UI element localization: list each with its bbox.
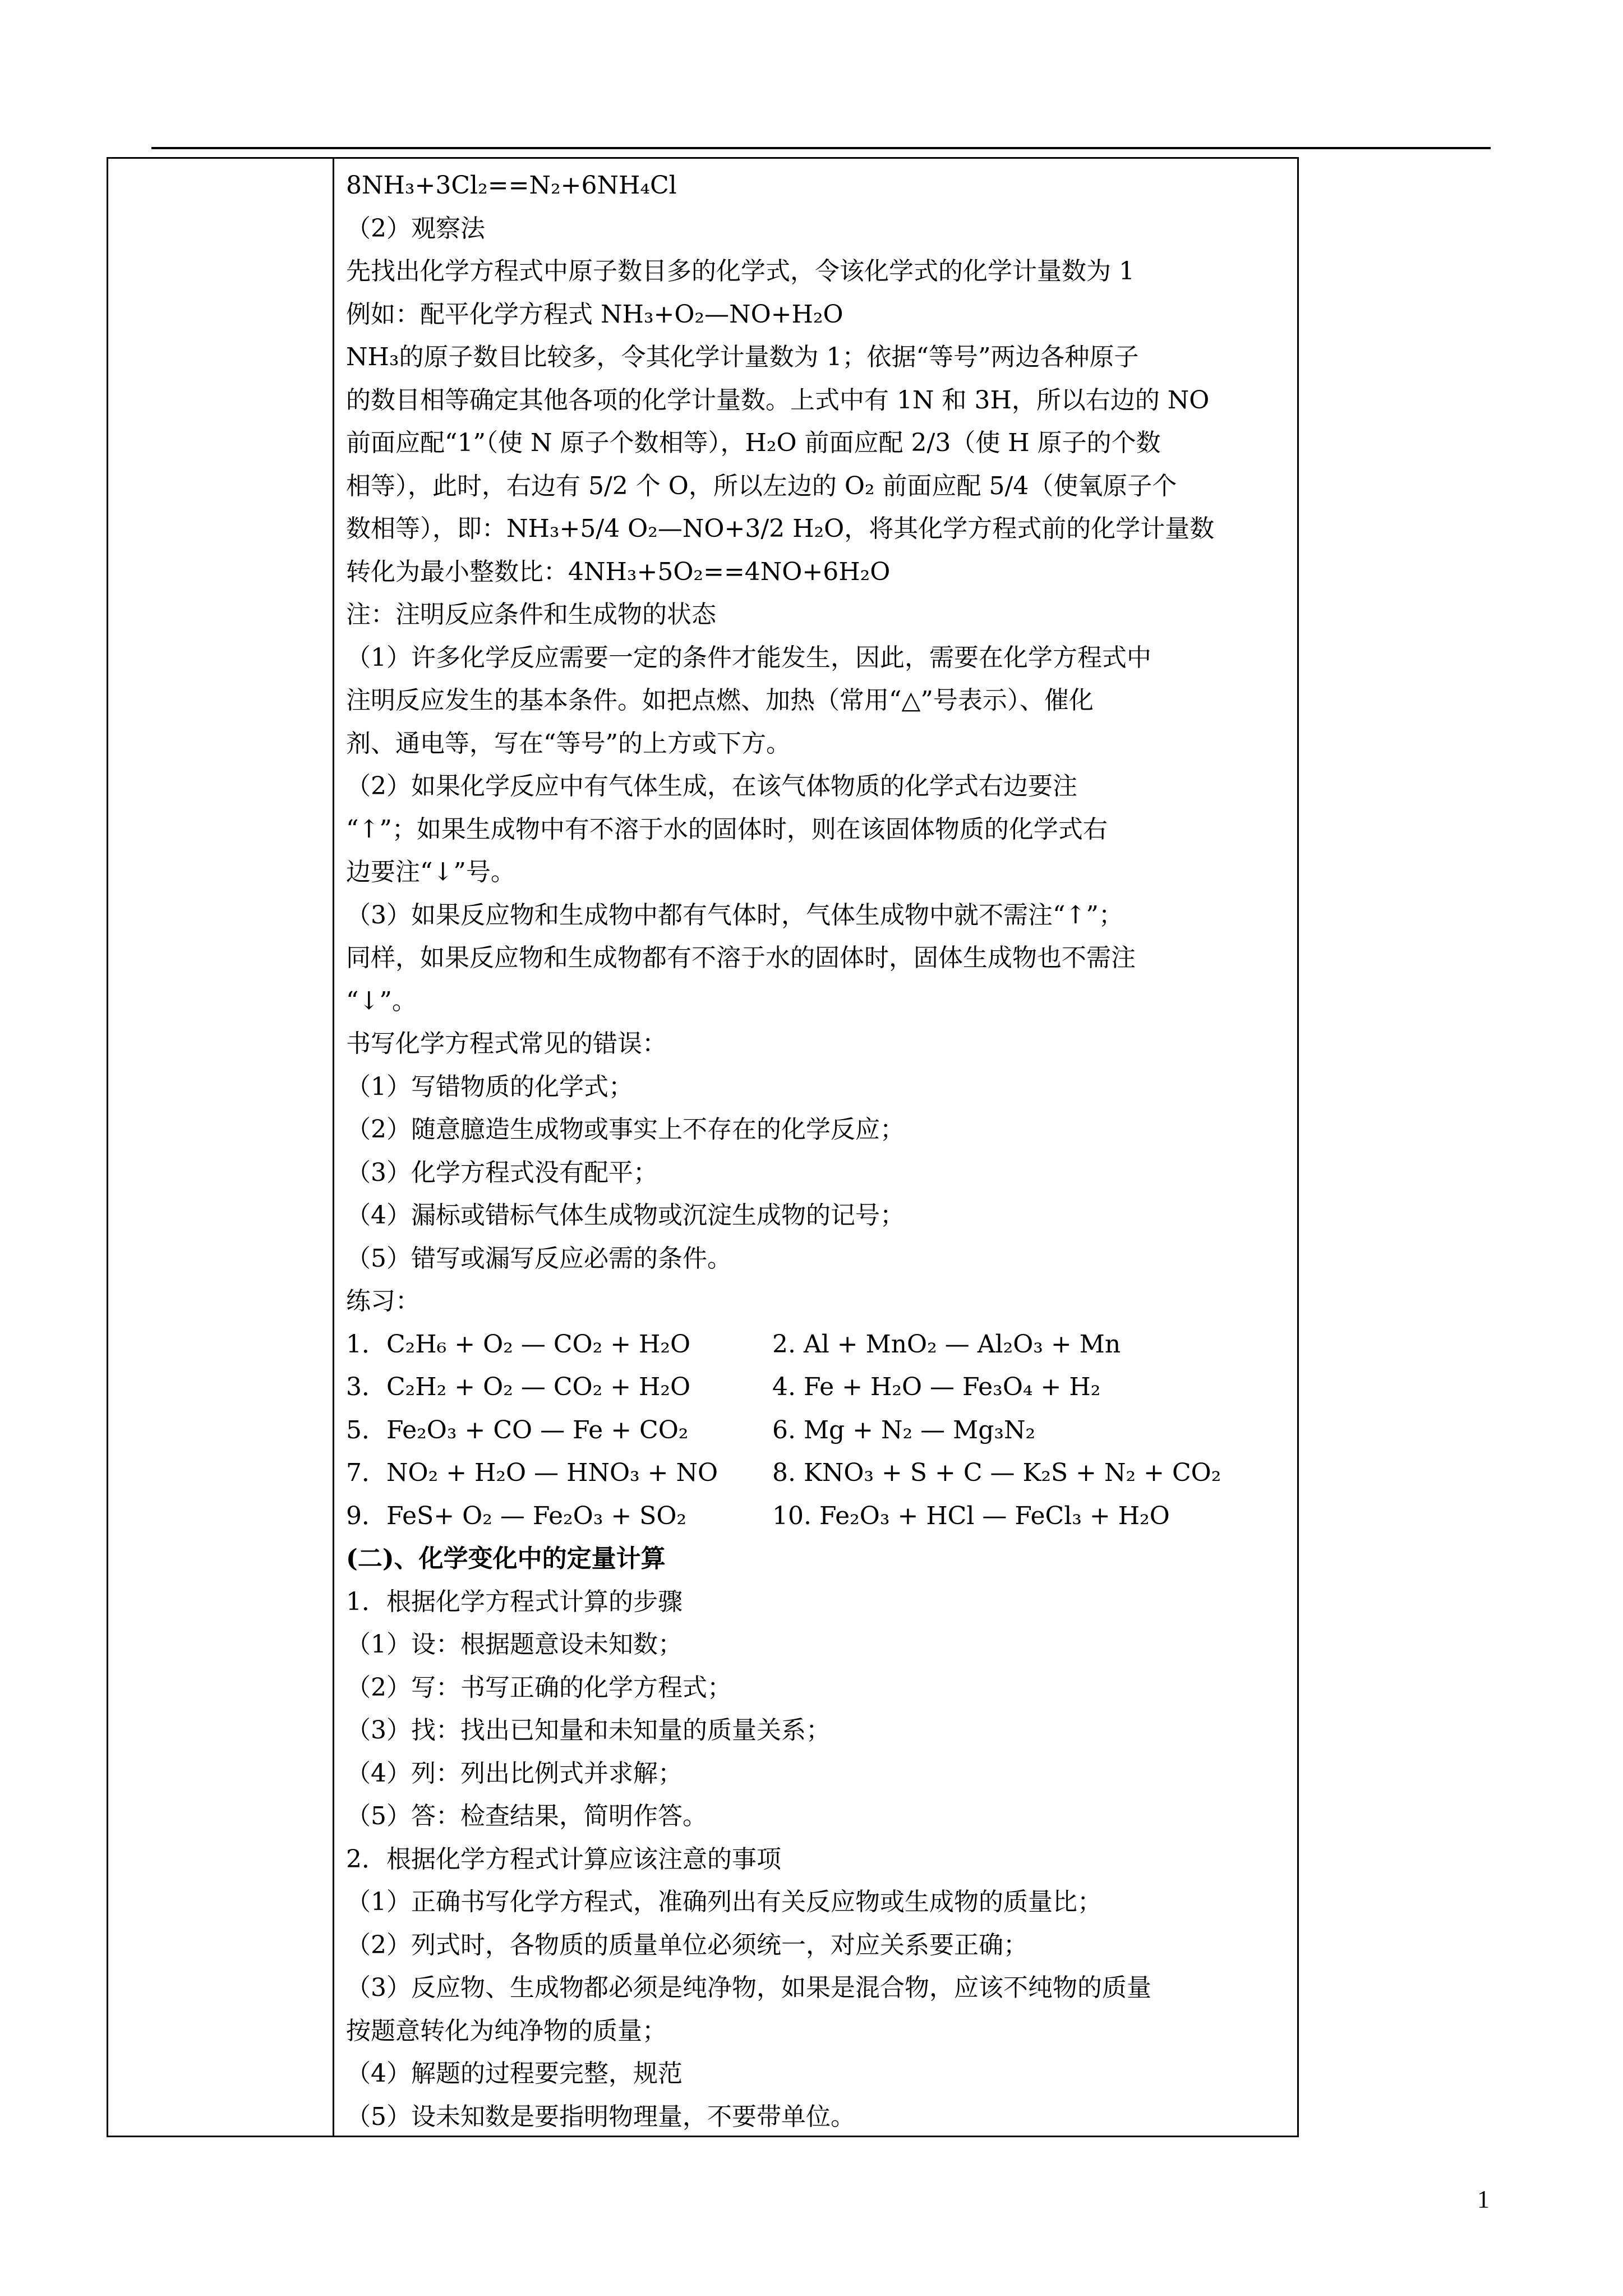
text-line: （3）找：找出已知量和未知量的质量关系； bbox=[346, 1716, 831, 1745]
column-divider bbox=[333, 159, 334, 2136]
page-number: 1 bbox=[1477, 2185, 1490, 2213]
text-line: 按题意转化为纯净物的质量； bbox=[346, 2016, 667, 2045]
text-line: （2）如果化学反应中有气体生成，在该气体物质的化学式右边要注 bbox=[346, 772, 1077, 800]
text-line: （4）解题的过程要完整，规范 bbox=[346, 2059, 683, 2088]
exercise-item: 10. Fe₂O₃ + HCl — FeCl₃ + H₂O bbox=[772, 1501, 1170, 1530]
text-line: （2）写：书写正确的化学方程式； bbox=[346, 1673, 732, 1702]
text-line: 注明反应发生的基本条件。如把点燃、加热（常用“△”号表示）、催化 bbox=[346, 686, 1094, 715]
text-line: 转化为最小整数比：4NH₃+5O₂==4NO+6H₂O bbox=[346, 557, 891, 586]
text-line: （4）列：列出比例式并求解； bbox=[346, 1759, 683, 1788]
exercise-item: 2. Al + MnO₂ — Al₂O₃ + Mn bbox=[772, 1329, 1121, 1359]
exercise-item: 3．C₂H₂ + O₂ — CO₂ + H₂O bbox=[346, 1373, 691, 1401]
exercise-item: 7．NO₂ + H₂O — HNO₃ + NO bbox=[346, 1458, 718, 1487]
exercise-item: 8. KNO₃ + S + C — K₂S + N₂ + CO₂ bbox=[772, 1458, 1221, 1487]
text-line: 边要注“↓”号。 bbox=[346, 858, 515, 886]
text-line: 剂、通电等，写在“等号”的上方或下方。 bbox=[346, 729, 791, 758]
exercise-row bbox=[346, 1409, 1294, 1452]
text-line: 数相等），即：NH₃+5/4 O₂—NO+3/2 H₂O，将其化学方程式前的化学计量数 bbox=[346, 514, 1215, 543]
text-line: 书写化学方程式常见的错误： bbox=[346, 1029, 667, 1058]
text-line: （2）观察法 bbox=[346, 214, 485, 243]
text-line: 2．根据化学方程式计算应该注意的事项 bbox=[346, 1844, 781, 1874]
exercise-item: 6. Mg + N₂ — Mg₃N₂ bbox=[772, 1415, 1036, 1444]
text-line: （5）设未知数是要指明物理量，不要带单位。 bbox=[346, 2102, 855, 2131]
exercise-item: 9．FeS+ O₂ — Fe₂O₃ + SO₂ bbox=[346, 1501, 687, 1530]
text-line: （1）写错物质的化学式； bbox=[346, 1072, 633, 1101]
text-line: “↓”。 bbox=[346, 986, 417, 1015]
content-table bbox=[107, 157, 1299, 2137]
text-line: 同样，如果反应物和生成物都有不溶于水的固体时，固体生成物也不需注 bbox=[346, 944, 1136, 972]
text-line: （5）错写或漏写反应必需的条件。 bbox=[346, 1244, 732, 1273]
text-line: （1）正确书写化学方程式，准确列出有关反应物或生成物的质量比； bbox=[346, 1888, 1102, 1916]
text-line: （3）反应物、生成物都必须是纯净物，如果是混合物，应该不纯物的质量 bbox=[346, 1973, 1151, 2002]
exercise-row bbox=[346, 1452, 1294, 1495]
header-rule bbox=[151, 147, 1491, 149]
text-line: （2）列式时，各物质的质量单位必须统一，对应关系要正确； bbox=[346, 1930, 1028, 1959]
text-line: 的数目相等确定其他各项的化学计量数。上式中有 1N 和 3H，所以右边的 NO bbox=[346, 385, 1210, 415]
exercise-item: 1．C₂H₆ + O₂ — CO₂ + H₂O bbox=[346, 1329, 691, 1359]
text-line: 前面应配“1”（使 N 原子个数相等），H₂O 前面应配 2/3（使 H 原子的个数 bbox=[346, 429, 1161, 457]
exercise-item: 4. Fe + H₂O — Fe₃O₄ + H₂ bbox=[772, 1373, 1101, 1401]
text-line: （4）漏标或错标气体生成物或沉淀生成物的记号； bbox=[346, 1201, 905, 1230]
text-line: （3）如果反应物和生成物中都有气体时，气体生成物中就不需注“↑”； bbox=[346, 900, 1123, 930]
exercise-row bbox=[346, 1366, 1294, 1409]
text-line: （1）设：根据题意设未知数； bbox=[346, 1630, 683, 1659]
text-line: 1．根据化学方程式计算的步骤 bbox=[346, 1587, 683, 1616]
exercise-row bbox=[346, 1323, 1294, 1366]
text-line: （1）许多化学反应需要一定的条件才能发生，因此，需要在化学方程式中 bbox=[346, 643, 1151, 672]
text-line: 练习： bbox=[346, 1287, 420, 1315]
text-line: “↑”；如果生成物中有不溶于水的固体时，则在该固体物质的化学式右 bbox=[346, 815, 1108, 844]
text-line: （5）答：检查结果，简明作答。 bbox=[346, 1802, 707, 1830]
text-line: NH₃的原子数目比较多，令其化学计量数为 1；依据“等号”两边各种原子 bbox=[346, 343, 1139, 371]
exercise-row bbox=[346, 1495, 1294, 1538]
section-heading: (二)、化学变化中的定量计算 bbox=[346, 1544, 666, 1573]
content-cell bbox=[346, 164, 1294, 2138]
text-line: （3）化学方程式没有配平； bbox=[346, 1158, 658, 1187]
text-line: 8NH₃+3Cl₂==N₂+6NH₄Cl bbox=[346, 171, 677, 200]
text-line: 注：注明反应条件和生成物的状态 bbox=[346, 600, 716, 629]
text-line: 相等），此时，右边有 5/2 个 O，所以左边的 O₂ 前面应配 5/4（使氧原子个 bbox=[346, 471, 1177, 500]
text-line: 例如：配平化学方程式 NH₃+O₂—NO+H₂O bbox=[346, 300, 843, 329]
text-line: 先找出化学方程式中原子数目多的化学式，令该化学式的化学计量数为 1 bbox=[346, 257, 1135, 286]
exercise-item: 5．Fe₂O₃ + CO — Fe + CO₂ bbox=[346, 1415, 689, 1444]
text-line: （2）随意臆造生成物或事实上不存在的化学反应； bbox=[346, 1115, 905, 1144]
